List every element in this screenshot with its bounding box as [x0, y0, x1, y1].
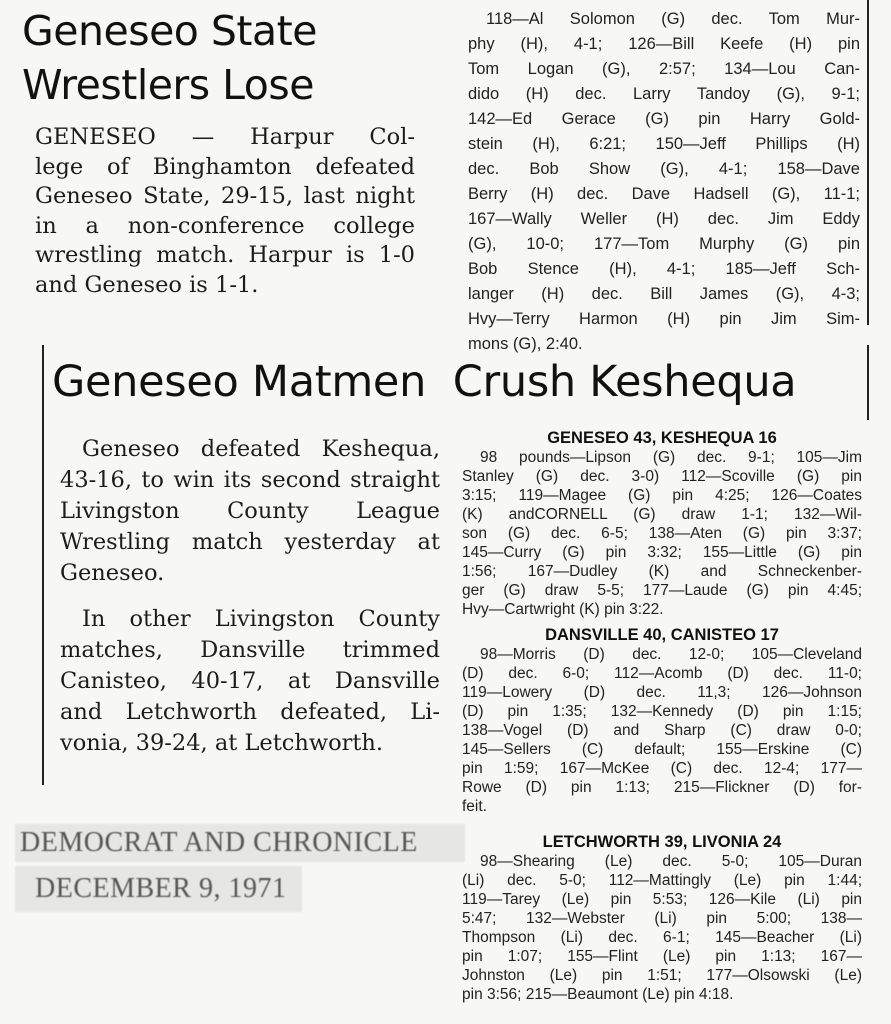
text-line: Canisteo, 40-17, at Dansville [60, 668, 440, 694]
text-line: GENESEO — Harpur Col- [35, 124, 415, 150]
text-line: 5:47; 132—Webster (Li) pin 5:00; 138— [462, 910, 862, 927]
results-lines [462, 645, 862, 816]
text-line: Geneseo defeated Keshequa, [82, 436, 440, 462]
text-line: mons (G), 2:40. [468, 335, 583, 353]
text-line: Wrestling match yesterday at [60, 529, 440, 555]
text-line: 167—Wally Weller (H) dec. Jim Eddy [468, 210, 860, 228]
article2-headline: Geneseo Matmen Crush Keshequa [52, 357, 797, 407]
article1-results [468, 7, 860, 357]
headline-line: Wrestlers Lose [22, 61, 314, 109]
text-line: dec. Bob Show (G), 4-1; 158—Dave [468, 160, 860, 178]
text-line: dido (H) dec. Larry Tandoy (G), 9-1; [468, 85, 860, 103]
text-line: Berry (H) dec. Dave Hadsell (G), 11-1; [468, 185, 860, 203]
results-heading: LETCHWORTH 39, LIVONIA 24 [542, 833, 782, 851]
text-line: (G), 10-0; 177—Tom Murphy (G) pin [468, 235, 860, 253]
headline-line: Geneseo State [22, 7, 317, 55]
column-rule [867, 345, 869, 420]
text-line: 98—Shearing (Le) dec. 5-0; 105—Duran [480, 853, 862, 870]
article1-headline [22, 4, 317, 112]
text-line: Tom Logan (G), 2:57; 134—Lou Can- [468, 60, 860, 78]
text-line: Stanley (G) dec. 3-0) 112—Scoville (G) pin [462, 468, 862, 485]
text-line: matches, Dansville trimmed [60, 637, 440, 663]
text-line: feit. [462, 798, 487, 815]
text-line: 142—Ed Gerace (G) pin Harry Gold- [468, 110, 860, 128]
text-line: pin 1:59; 167—McKee (C) dec. 12-4; 177— [462, 760, 862, 777]
text-line: ger (G) draw 5-5; 177—Laude (G) pin 4:45; [462, 582, 862, 599]
results-box-dansville-canisteo [462, 625, 862, 816]
text-line: (D) dec. 6-0; 112—Acomb (D) dec. 11-0; [462, 665, 862, 682]
text-line: 145—Curry (G) pin 3:32; 155—Little (G) pin [462, 544, 862, 561]
results-lines [462, 448, 862, 619]
text-line: phy (H), 4-1; 126—Bill Keefe (H) pin [468, 35, 860, 53]
text-line: Hvy—Terry Harmon (H) pin Jim Sim- [468, 310, 860, 328]
text-line: 145—Sellers (C) default; 155—Erskine (C) [462, 741, 862, 758]
text-line: In other Livingston County [82, 606, 440, 632]
column-rule [42, 345, 44, 785]
text-line: langer (H) dec. Bill James (G), 4-3; [468, 285, 860, 303]
column-rule [867, 0, 869, 325]
results-lines [462, 852, 862, 1004]
text-line: and Letchworth defeated, Li- [60, 699, 440, 725]
text-line: Bob Stence (H), 4-1; 185—Jeff Sch- [468, 260, 860, 278]
results-heading: GENESEO 43, KESHEQUA 16 [547, 429, 777, 447]
text-line: 3:15; 119—Magee (G) pin 4:25; 126—Coates [462, 487, 862, 504]
text-line: 119—Lowery (D) dec. 11,3; 126—Johnson [462, 684, 862, 701]
newspaper-name: DEMOCRAT AND CHRONICLE [15, 824, 465, 862]
article1-body [35, 123, 415, 300]
text-line: Hvy—Cartwright (K) pin 3:22. [462, 601, 664, 618]
publication-date: DECEMBER 9, 1971 [15, 866, 302, 912]
text-line: Livingston County League [60, 498, 440, 524]
article2-paragraph [60, 604, 440, 759]
text-line: Thompson (Li) dec. 6-1; 145—Beacher (Li) [462, 929, 862, 946]
results-box-letchworth-livonia [462, 832, 862, 1004]
text-line: 98—Morris (D) dec. 12-0; 105—Cleveland [480, 646, 862, 663]
text-line: 118—Al Solomon (G) dec. Tom Mur- [486, 10, 860, 28]
results-heading: DANSVILLE 40, CANISTEO 17 [545, 626, 779, 644]
text-line: and Geneseo is 1-1. [35, 271, 259, 298]
text-line: (D) pin 1:35; 132—Kennedy (D) pin 1:15; [462, 703, 862, 720]
text-line: pin 1:07; 155—Flint (Le) pin 1:13; 167— [462, 948, 862, 965]
text-line: (Li) dec. 5-0; 112—Mattingly (Le) pin 1:44; [462, 872, 862, 889]
text-line: Geneseo. [60, 560, 165, 586]
results-box-geneseo-keshequa [462, 428, 862, 619]
text-line: (K) andCORNELL (G) draw 1-1; 132—Wil- [462, 506, 862, 523]
text-line: 119—Tarey (Le) pin 5:53; 126—Kile (Li) pin [462, 891, 862, 908]
text-line: in a non-conference college [35, 212, 415, 239]
text-line: Rowe (D) pin 1:13; 215—Flickner (D) for- [462, 779, 862, 796]
text-line: lege of Binghamton defeated [35, 153, 415, 180]
text-line: stein (H), 6:21; 150—Jeff Phillips (H) [468, 135, 860, 153]
text-line: Geneseo State, 29-15, last night [35, 183, 415, 209]
text-line: vonia, 39-24, at Letchworth. [60, 730, 384, 756]
text-line: pin 3:56; 215—Beaumont (Le) pin 4:18. [462, 986, 734, 1003]
text-line: 98 pounds—Lipson (G) dec. 9-1; 105—Jim [480, 449, 862, 466]
text-line: wrestling match. Harpur is 1-0 [35, 242, 415, 268]
text-line: 1:56; 167—Dudley (K) and Schneckenber- [462, 563, 862, 580]
article2-paragraph [60, 434, 440, 589]
text-line: 138—Vogel (D) and Sharp (C) draw 0-0; [462, 722, 862, 739]
text-line: 43-16, to win its second straight [60, 467, 440, 493]
text-line: Johnston (Le) pin 1:51; 177—Olsowski (Le) [462, 967, 862, 984]
text-line: son (G) dec. 6-5; 138—Aten (G) pin 3:37; [462, 525, 862, 542]
